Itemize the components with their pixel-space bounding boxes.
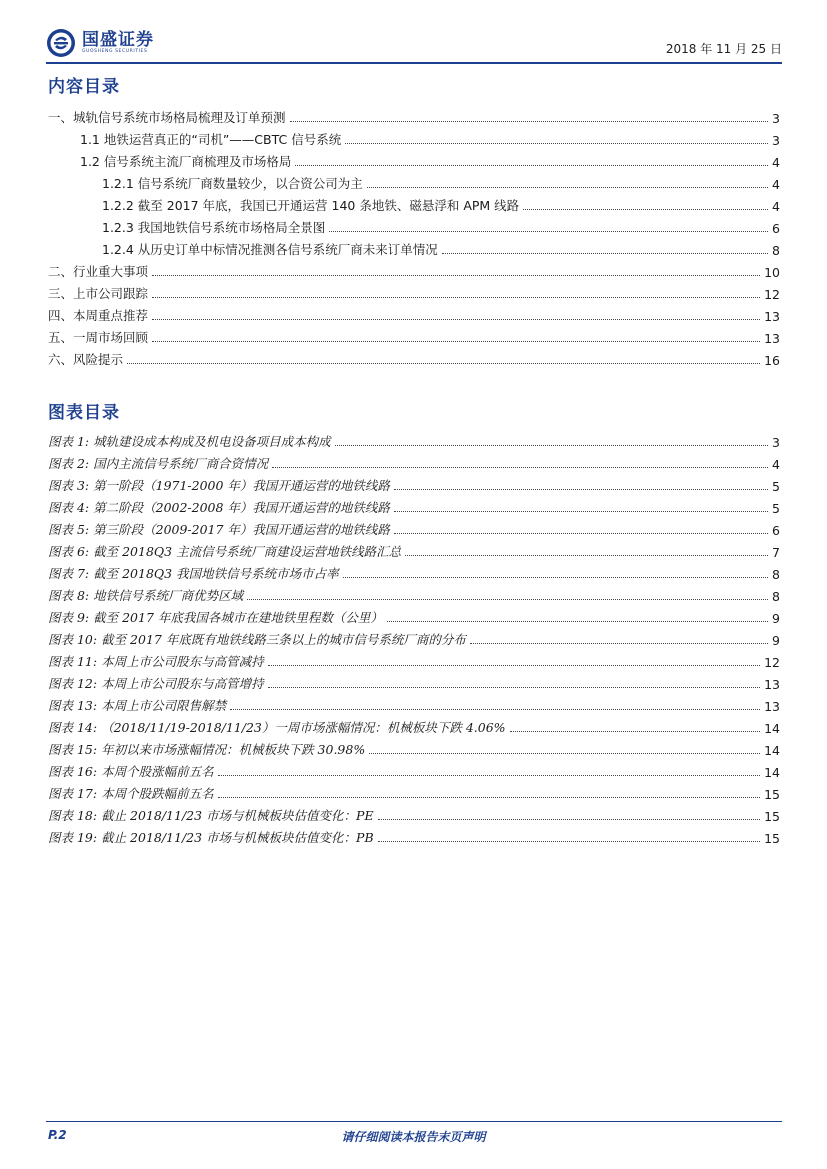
figure-entry[interactable] bbox=[48, 560, 780, 582]
guosheng-logo-icon bbox=[46, 28, 76, 58]
toc-entry-page: 8 bbox=[772, 243, 780, 258]
figure-entry[interactable] bbox=[48, 736, 780, 758]
figure-entry[interactable] bbox=[48, 670, 780, 692]
dot-leader bbox=[378, 819, 761, 820]
toc-entry[interactable] bbox=[48, 148, 780, 170]
figure-entry-title: 图表 16: 本周个股涨幅前五名 bbox=[48, 764, 214, 779]
dot-leader bbox=[387, 621, 768, 622]
dot-leader bbox=[268, 665, 761, 666]
figure-entry[interactable] bbox=[48, 450, 780, 472]
figure-entry-page: 3 bbox=[772, 435, 780, 450]
dot-leader bbox=[345, 143, 768, 144]
figure-entry-title: 图表 19: 截止 2018/11/23 市场与机械板块估值变化：PB bbox=[48, 830, 374, 845]
toc-entry[interactable] bbox=[48, 346, 780, 368]
figure-entry-title: 图表 12: 本周上市公司股东与高管增持 bbox=[48, 676, 264, 691]
figure-entry[interactable] bbox=[48, 428, 780, 450]
figure-entry[interactable] bbox=[48, 538, 780, 560]
figure-entry-page: 7 bbox=[772, 545, 780, 560]
toc-entry[interactable] bbox=[48, 192, 780, 214]
toc-entry-title: 1.2.2 截至 2017 年底，我国已开通运营 140 条地铁、磁悬浮和 APM 线路 bbox=[102, 198, 520, 213]
dot-leader bbox=[394, 511, 768, 512]
figure-entry-page: 9 bbox=[772, 611, 780, 626]
figure-entry-page: 15 bbox=[764, 831, 780, 846]
toc-entry[interactable] bbox=[48, 170, 780, 192]
figure-entry-page: 5 bbox=[772, 501, 780, 516]
toc-entry-page: 13 bbox=[764, 309, 780, 324]
figure-entry-page: 5 bbox=[772, 479, 780, 494]
figure-entry[interactable] bbox=[48, 516, 780, 538]
toc-entry-title: 六、风险提示 bbox=[48, 352, 124, 367]
dot-leader bbox=[442, 253, 768, 254]
dot-leader bbox=[343, 577, 768, 578]
figure-entry-page: 15 bbox=[764, 809, 780, 824]
figure-entry[interactable] bbox=[48, 758, 780, 780]
figure-entry-title: 图表 7: 截至 2018Q3 我国地铁信号系统市场市占率 bbox=[48, 566, 339, 581]
toc-entry-page: 4 bbox=[772, 199, 780, 214]
figures-title: 图表目录 bbox=[48, 403, 120, 423]
toc-entry-page: 10 bbox=[764, 265, 780, 280]
figure-entry-title: 图表 10: 截至 2017 年底既有地铁线路三条以上的城市信号系统厂商的分布 bbox=[48, 632, 466, 647]
toc-entry-title: 1.2.1 信号系统厂商数量较少，以合资公司为主 bbox=[102, 176, 363, 191]
figure-entry-title: 图表 13: 本周上市公司限售解禁 bbox=[48, 698, 227, 713]
figure-entry-page: 8 bbox=[772, 589, 780, 604]
figure-entry[interactable] bbox=[48, 802, 780, 824]
figure-entry-title: 图表 1: 城轨建设成本构成及机电设备项目成本构成 bbox=[48, 434, 331, 449]
toc-entry[interactable] bbox=[48, 324, 780, 346]
footer-divider bbox=[46, 1121, 782, 1122]
toc-entry-title: 二、行业重大事项 bbox=[48, 264, 149, 279]
dot-leader bbox=[272, 467, 768, 468]
figure-entry[interactable] bbox=[48, 472, 780, 494]
dot-leader bbox=[218, 797, 761, 798]
figure-entry-title: 图表 5: 第三阶段（2009-2017 年）我国开通运营的地铁线路 bbox=[48, 522, 390, 537]
figure-entry-title: 图表 2: 国内主流信号系统厂商合资情况 bbox=[48, 456, 269, 471]
figure-entry-title: 图表 14: （2018/11/19-2018/11/23）一周市场涨幅情况：机械板块下跌 4.06% bbox=[48, 720, 506, 735]
figure-entry-page: 14 bbox=[764, 743, 780, 758]
figure-entry[interactable] bbox=[48, 824, 780, 846]
figure-entry-page: 13 bbox=[764, 699, 780, 714]
toc-entry-page: 3 bbox=[772, 133, 780, 148]
toc-entry-title: 1.2.3 我国地铁信号系统市场格局全景图 bbox=[102, 220, 326, 235]
toc-entry[interactable] bbox=[48, 302, 780, 324]
figure-entry-page: 14 bbox=[764, 765, 780, 780]
toc-entry-title: 1.1 地铁运营真正的“司机”——CBTC 信号系统 bbox=[80, 132, 342, 147]
toc-entry-page: 3 bbox=[772, 111, 780, 126]
toc-entry[interactable] bbox=[48, 258, 780, 280]
header-divider bbox=[46, 62, 782, 64]
toc-entry-title: 三、上市公司跟踪 bbox=[48, 286, 149, 301]
dot-leader bbox=[367, 187, 768, 188]
dot-leader bbox=[152, 297, 760, 298]
toc-entry-page: 13 bbox=[764, 331, 780, 346]
figure-entry[interactable] bbox=[48, 780, 780, 802]
dot-leader bbox=[152, 275, 760, 276]
dot-leader bbox=[394, 533, 768, 534]
figure-entry-title: 图表 11: 本周上市公司股东与高管减持 bbox=[48, 654, 264, 669]
company-logo bbox=[46, 28, 154, 58]
toc-entry-page: 12 bbox=[764, 287, 780, 302]
figure-entry-title: 图表 6: 截至 2018Q3 主流信号系统厂商建设运营地铁线路汇总 bbox=[48, 544, 402, 559]
dot-leader bbox=[247, 599, 768, 600]
brand-name-en: GUOSHENG SECURITIES bbox=[82, 49, 148, 54]
dot-leader bbox=[394, 489, 768, 490]
figure-entry-title: 图表 17: 本周个股跌幅前五名 bbox=[48, 786, 214, 801]
figure-entry-page: 12 bbox=[764, 655, 780, 670]
figure-entry-title: 图表 4: 第二阶段（2002-2008 年）我国开通运营的地铁线路 bbox=[48, 500, 390, 515]
page-header bbox=[46, 22, 782, 62]
figure-entry[interactable] bbox=[48, 582, 780, 604]
toc-entry-page: 16 bbox=[764, 353, 780, 368]
figure-entry-title: 图表 18: 截止 2018/11/23 市场与机械板块估值变化：PE bbox=[48, 808, 374, 823]
figure-entry-page: 8 bbox=[772, 567, 780, 582]
dot-leader bbox=[510, 731, 761, 732]
dot-leader bbox=[230, 709, 760, 710]
brand-name-cn: 国盛证券 bbox=[82, 30, 154, 50]
page-number: P.2 bbox=[48, 1128, 67, 1142]
report-date: 2018 年 11 月 25 日 bbox=[665, 42, 782, 56]
dot-leader bbox=[470, 643, 768, 644]
figure-entry-page: 14 bbox=[764, 721, 780, 736]
toc-entry-page: 4 bbox=[772, 155, 780, 170]
toc-entry[interactable] bbox=[48, 236, 780, 258]
figure-entry-title: 图表 8: 地铁信号系统厂商优势区域 bbox=[48, 588, 244, 603]
toc-entry[interactable] bbox=[48, 214, 780, 236]
dot-leader bbox=[127, 363, 760, 364]
figures-list bbox=[48, 428, 780, 846]
figure-entry-page: 4 bbox=[772, 457, 780, 472]
dot-leader bbox=[369, 753, 760, 754]
figure-entry[interactable] bbox=[48, 604, 780, 626]
figure-entry-page: 6 bbox=[772, 523, 780, 538]
footer-disclaimer: 请仔细阅读本报告末页声明 bbox=[341, 1130, 486, 1144]
toc-entry-title: 一、城轨信号系统市场格局梳理及订单预测 bbox=[48, 110, 286, 125]
figure-entry[interactable] bbox=[48, 714, 780, 736]
toc-entry-title: 1.2 信号系统主流厂商梳理及市场格局 bbox=[80, 154, 292, 169]
dot-leader bbox=[329, 231, 768, 232]
dot-leader bbox=[290, 121, 769, 122]
figure-entry-page: 9 bbox=[772, 633, 780, 648]
toc-entry-page: 6 bbox=[772, 221, 780, 236]
contents-list bbox=[48, 104, 780, 368]
figure-entry-page: 13 bbox=[764, 677, 780, 692]
toc-entry[interactable] bbox=[48, 104, 780, 126]
dot-leader bbox=[335, 445, 768, 446]
dot-leader bbox=[152, 319, 760, 320]
figure-entry[interactable] bbox=[48, 494, 780, 516]
figure-entry[interactable] bbox=[48, 626, 780, 648]
figure-entry-page: 15 bbox=[764, 787, 780, 802]
figure-entry[interactable] bbox=[48, 692, 780, 714]
figure-entry-title: 图表 3: 第一阶段（1971-2000 年）我国开通运营的地铁线路 bbox=[48, 478, 390, 493]
dot-leader bbox=[405, 555, 768, 556]
dot-leader bbox=[378, 841, 760, 842]
dot-leader bbox=[268, 687, 761, 688]
dot-leader bbox=[295, 165, 768, 166]
toc-entry-title: 五、一周市场回顾 bbox=[48, 330, 149, 345]
contents-title: 内容目录 bbox=[48, 77, 120, 97]
dot-leader bbox=[152, 341, 760, 342]
dot-leader bbox=[218, 775, 761, 776]
figure-entry-title: 图表 15: 年初以来市场涨幅情况：机械板块下跌 30.98% bbox=[48, 742, 366, 757]
figure-entry-title: 图表 9: 截至 2017 年底我国各城市在建地铁里程数（公里） bbox=[48, 610, 383, 625]
toc-entry-page: 4 bbox=[772, 177, 780, 192]
figure-entry[interactable] bbox=[48, 648, 780, 670]
toc-entry-title: 四、本周重点推荐 bbox=[48, 308, 149, 323]
toc-entry[interactable] bbox=[48, 280, 780, 302]
toc-entry-title: 1.2.4 从历史订单中标情况推测各信号系统厂商未来订单情况 bbox=[102, 242, 438, 257]
toc-entry[interactable] bbox=[48, 126, 780, 148]
dot-leader bbox=[523, 209, 768, 210]
